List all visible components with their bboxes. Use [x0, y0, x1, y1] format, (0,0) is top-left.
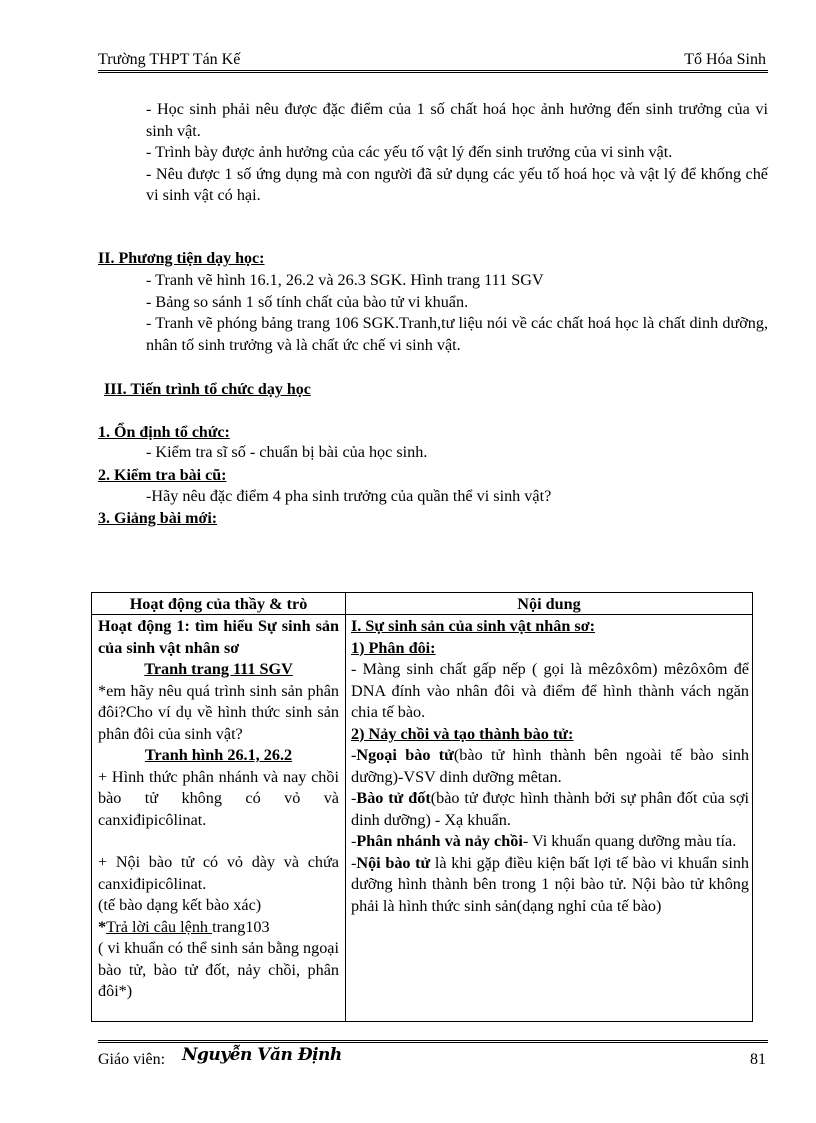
- school-name: Trường THPT Tán Kế: [98, 51, 241, 68]
- step3-heading: 3. Giảng bài mới:: [98, 510, 218, 527]
- step1-text: - Kiểm tra sĩ số - chuẩn bị bài của học sinh.: [146, 443, 428, 461]
- page-footer: [98, 1040, 768, 1068]
- note-3: (tế bào dạng kết bào xác): [98, 896, 262, 914]
- binary-fission-text: - Màng sinh chất gấp nếp ( gọi là mêzôxôm) mêzôxôm để DNA đính vào nhân đôi và điểm để hình thành vách ngăn chia tế bào.: [351, 660, 749, 721]
- objective-item: - Trình bày được ảnh hưởng của các yếu tố vật lý đến sinh trưởng của vi sinh vật.: [146, 143, 673, 161]
- objectives: [146, 99, 768, 207]
- step1-heading: 1. Ổn định tổ chức:: [98, 424, 230, 441]
- step2-heading: 2. Kiểm tra bài cũ:: [98, 467, 227, 484]
- note-2: + Nội bào tử có vỏ dày và chứa canxiđipicôlinat.: [98, 853, 339, 893]
- content-item: -Nội bào tử là khi gặp điều kiện bất lợi tế bào vi khuẩn sinh dưỡng hình thành bên trong 1 nội bào tử. Nội bào tử không phải là hình thức sinh sản(dạng nghỉ của tế bào): [351, 853, 750, 915]
- activity-title: Hoạt động 1: tìm hiểu Sự sinh sản của sinh vật nhân sơ: [98, 617, 339, 657]
- section3-heading: III. Tiến trình tổ chức dạy học: [104, 381, 311, 398]
- subheading-2: 2) Nảy chồi và tạo thành bào tử:: [351, 724, 574, 743]
- page-number: 81: [750, 1051, 766, 1068]
- lesson-table: [91, 592, 753, 1022]
- lesson-content: [351, 616, 749, 917]
- picture-ref-2: Tranh hình 26.1, 26.2: [144, 746, 293, 764]
- objective-item: - Nêu được 1 số ứng dụng mà con người đã sử dụng các yếu tố hoá học và vật lý để khống chế vi sinh vật có hại.: [146, 164, 768, 204]
- material-item: - Tranh vẽ hình 16.1, 26.2 và 26.3 SGK. Hình trang 111 SGV: [146, 271, 544, 289]
- content-item: -Phân nhánh và nảy chồi- Vi khuẩn quang dưỡng màu tía.: [351, 832, 737, 850]
- step2-text: -Hãy nêu đặc điểm 4 pha sinh trưởng của quần thể vi sinh vật?: [146, 487, 552, 505]
- answer-line: *Trả lời câu lệnh trang103: [98, 917, 270, 936]
- teacher-signature: Nguyễn Văn Định: [182, 1045, 342, 1065]
- page-header: [98, 48, 768, 73]
- department-name: Tổ Hóa Sinh: [684, 51, 766, 68]
- teacher-label: Giáo viên:: [98, 1051, 166, 1068]
- material-item: - Tranh vẽ phóng bảng trang 106 SGK.Tranh,tư liệu nói về các chất hoá học là chất dinh dưỡng, nhân tố sinh trưởng và là chất ức chế vi sinh vật.: [146, 314, 768, 354]
- picture-ref-1: Tranh trang 111 SGV: [144, 660, 293, 678]
- note-1: + Hình thức phân nhánh và nay chồi bào tử không có vỏ và canxiđipicôlinat.: [98, 767, 339, 829]
- content-title: I. Sự sinh sản của sinh vật nhân sơ:: [351, 617, 596, 635]
- subheading-1: 1) Phân đôi:: [351, 638, 436, 657]
- objective-item: - Học sinh phải nêu được đặc điểm của 1 số chất hoá học ảnh hưởng đến sinh trưởng của vi sinh vật.: [146, 100, 768, 140]
- section2-items: [146, 270, 768, 356]
- content-item: -Ngoại bào tử(bào tử hình thành bên ngoài tế bào sinh dưỡng)-VSV dinh dưỡng mêtan.: [351, 746, 750, 786]
- section2-heading: II. Phương tiện dạy học:: [98, 250, 265, 267]
- content-item: -Bào tử đốt(bào tử được hình thành bởi sự phân đốt của sợi dinh dưỡng) - Xạ khuẩn.: [351, 789, 750, 829]
- col1-header: Hoạt động của thầy & trò: [129, 595, 308, 613]
- column-divider: [345, 593, 346, 1021]
- note-4: ( vi khuẩn có thể sinh sản bằng ngoại bào tử, bào tử đốt, nảy chồi, phân đôi*): [98, 939, 339, 1000]
- col2-header: Nội dung: [517, 595, 581, 613]
- teacher-student-activities: [98, 616, 339, 1003]
- material-item: - Bảng so sánh 1 số tính chất của bào tử vi khuẩn.: [146, 292, 469, 311]
- answer-label: Trả lời câu lệnh: [106, 917, 213, 936]
- question-1: *em hãy nêu quá trình sinh sản phân đôi?Cho ví dụ về hình thức sinh sản phân đôi của sinh vật?: [98, 681, 339, 743]
- answer-page: trang103: [212, 917, 270, 936]
